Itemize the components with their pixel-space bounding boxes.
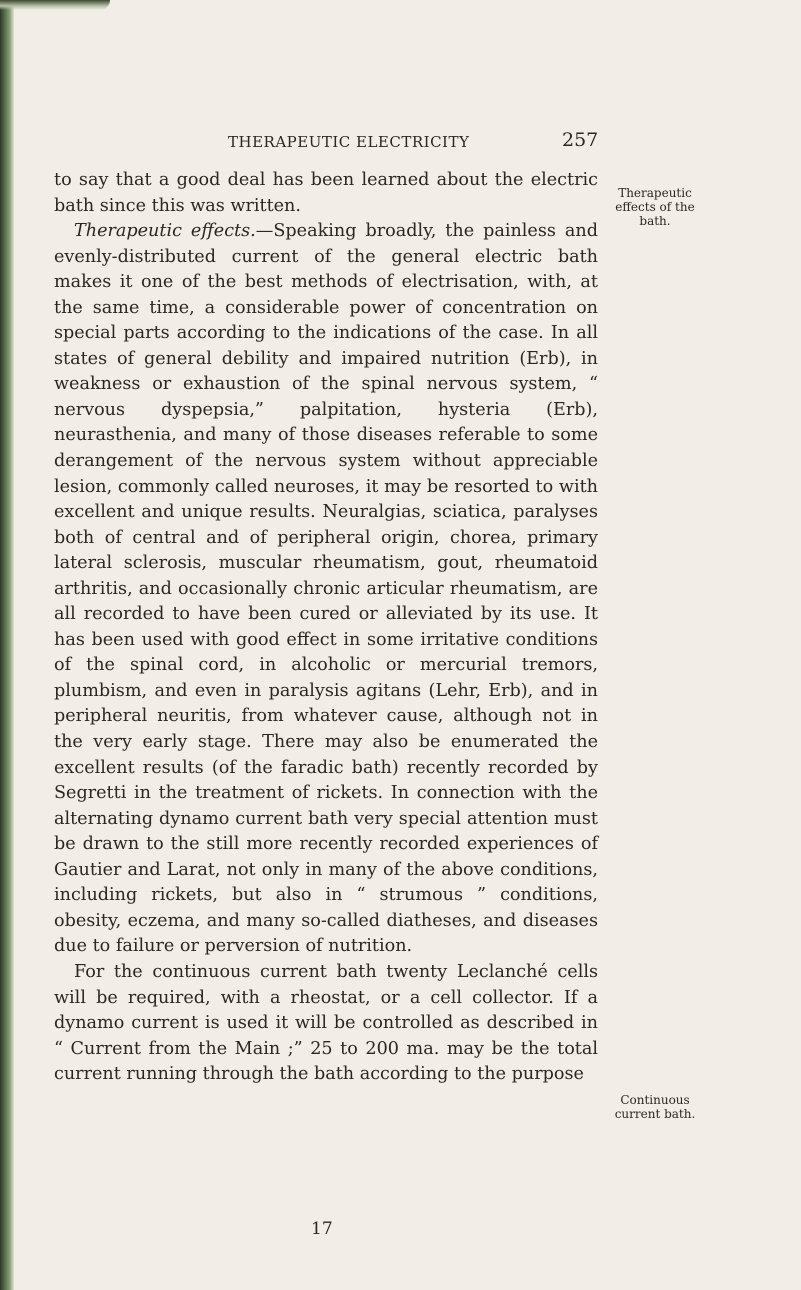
page-header [0,129,801,159]
book-binding-edge [0,0,14,1290]
page-number: 257 [562,129,599,151]
binding-corner-shadow [0,0,110,10]
signature-mark: 17 [311,1219,333,1239]
section-heading-therapeutic-effects: Therapeutic effects. [74,221,256,242]
margin-note-therapeutic-effects: Therapeutic effects of the bath. [615,186,695,228]
paragraph-2-text: —Speaking broadly, the painless and evenly-distributed current of the general electric bath makes it one of the best methods of electrisation, with, at the same time, a considerable power of concentration on special parts according to the indications of the case. In all states of general debility and impaired nutrition (Erb), in weakness or exhaustion of the spinal nervous system, “ nervous dyspepsia,” palpitation, hysteria (Erb), neurasthenia, and many of those diseases referable to some derangement of the nervous system without appreciable lesion, commonly called neuroses, it may be resorted to with excellent and unique results. Neuralgias, sciatica, paralyses both of central and of peripheral origin, chorea, primary lateral sclerosis, muscular rheumatism, gout, rheumatoid arthritis, and occasionally chronic articular rheumatism, are all recorded to have been cured or alleviated by its use. It has been used with good effect in some irritative conditions of the spinal cord, in alcoholic or mercurial tremors, plumbism, and even in paralysis agitans (Lehr, Erb), and in peripheral neuritis, from whatever cause, although not in the very early stage. There may also be enumerated the excellent results (of the faradic bath) recently recorded by Segretti in the treatment of rickets. In connection with the alternating dynamo current bath very special attention must be drawn to the still more recently recorded experiences of Gautier and Larat, not only in many of the above conditions, including rickets, but also in “ strumous ” conditions, obesity, eczema, and many so-called diatheses, and diseases due to failure or perversion of nutrition. [54,221,598,957]
margin-note-continuous-current: Continuous current bath. [614,1093,696,1121]
body-text [54,168,598,1088]
paragraph-1: to say that a good deal has been learned about the electric bath since this was written. [54,170,598,216]
paragraph-3: For the continuous current bath twenty Leclanché cells will be required, with a rheostat, or a cell collector. If a dynamo current is used it will be controlled as described in “ Current from the Main ;” 25 to 200 ma. may be the total current running through the bath according to the purpose [54,961,598,1085]
paragraph-2 [54,219,598,960]
running-title: THERAPEUTIC ELECTRICITY [228,133,470,151]
